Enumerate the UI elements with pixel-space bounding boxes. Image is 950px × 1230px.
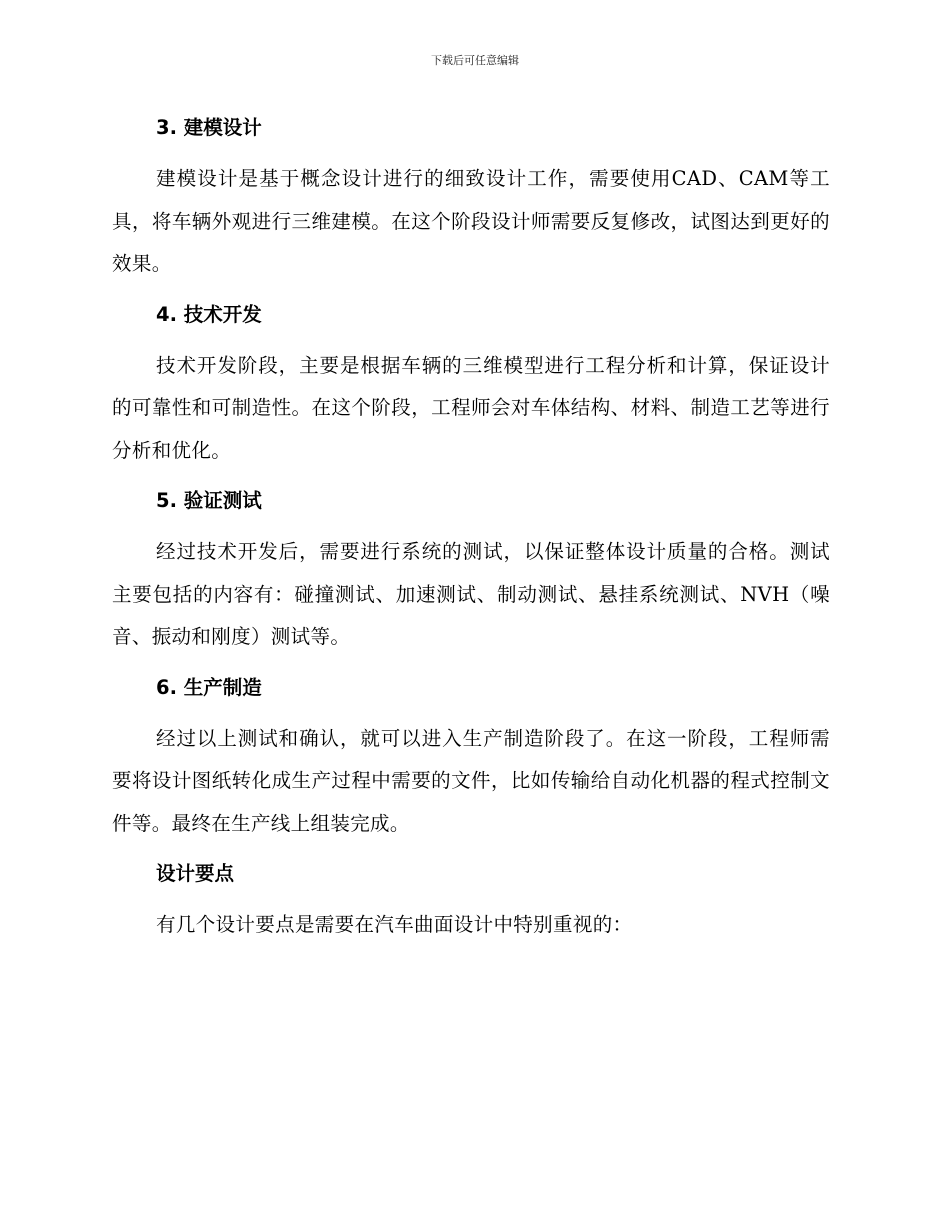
section-heading-tech-dev: 4. 技术开发 — [156, 302, 262, 326]
section-paragraph-modeling: 建模设计是基于概念设计进行的细致设计工作，需要使用CAD、CAM等工具，将车辆外观进行三维建模。在这个阶段设计师需要反复修改，试图达到更好的效果。 — [112, 167, 830, 275]
section-heading-modeling: 3. 建模设计 — [156, 116, 262, 139]
section-heading-testing: 5. 验证测试 — [156, 489, 262, 512]
section-paragraph-design-points: 有几个设计要点是需要在汽车曲面设计中特别重视的： — [156, 913, 633, 936]
document-body — [112, 108, 830, 947]
section-heading-design-points: 设计要点 — [156, 862, 235, 885]
section-heading-production: 6. 生产制造 — [156, 675, 262, 699]
section-paragraph-tech-dev: 技术开发阶段，主要是根据车辆的三维模型进行工程分析和计算，保证设计的可靠性和可制造性。在这个阶段，工程师会对车体结构、材料、制造工艺等进行分析和优化。 — [112, 353, 830, 462]
section-paragraph-testing: 经过技术开发后，需要进行系统的测试，以保证整体设计质量的合格。测试主要包括的内容有：碰撞测试、加速测试、制动测试、悬挂系统测试、NVH（噪音、振动和刚度）测试等。 — [112, 540, 830, 648]
page-header: 下载后可任意编辑 — [431, 54, 519, 67]
section-paragraph-production: 经过以上测试和确认，就可以进入生产制造阶段了。在这一阶段，工程师需要将设计图纸转化成生产过程中需要的文件，比如传输给自动化机器的程式控制文件等。最终在生产线上组装完成。 — [112, 726, 830, 835]
